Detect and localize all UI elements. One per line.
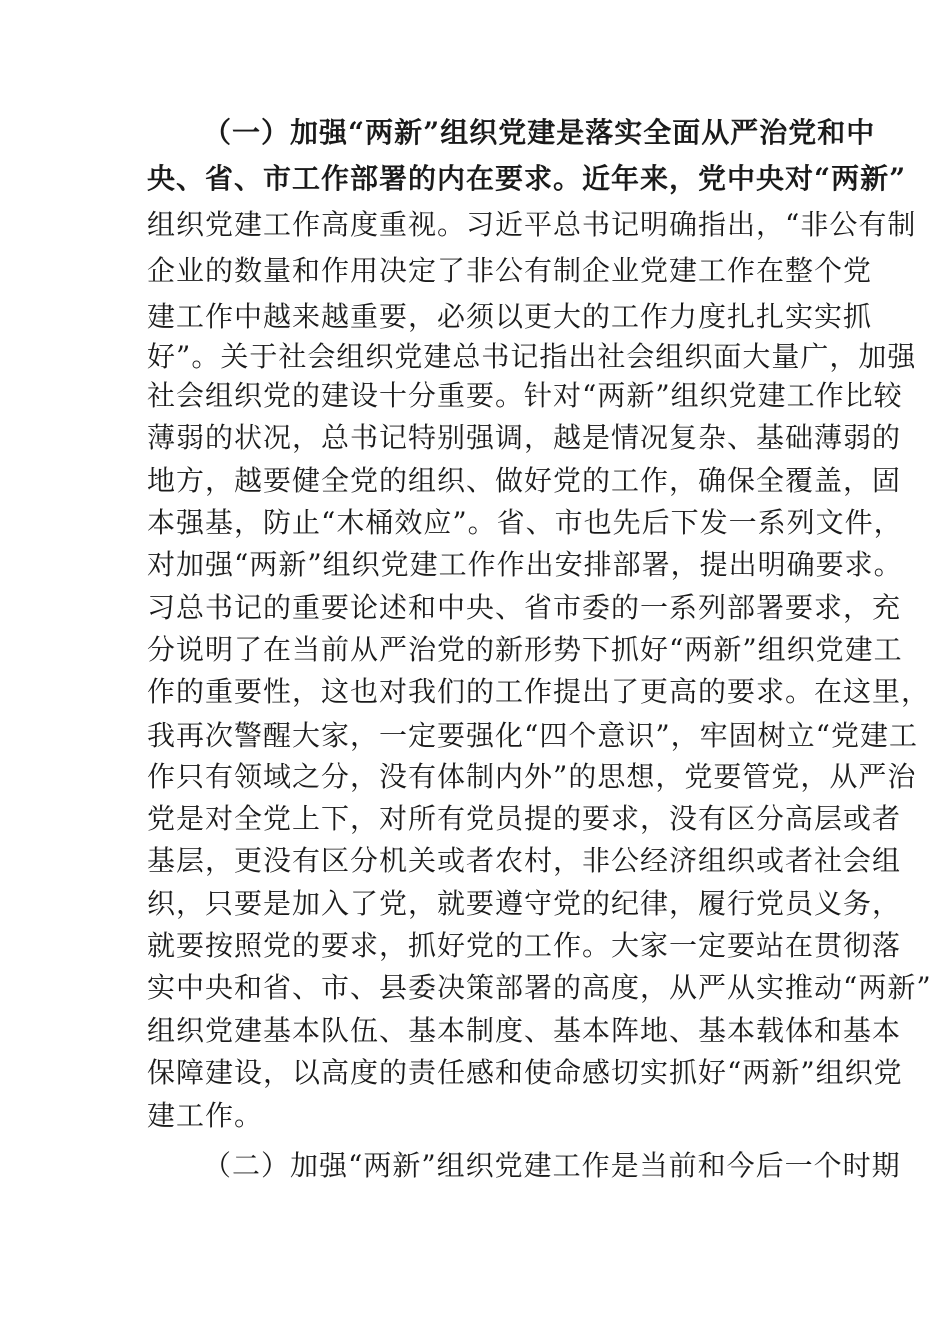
text-line: 习总书记的重要论述和中央、省市委的一系列部署要求，充 <box>147 591 902 624</box>
text-line: 建工作中越来越重要，必须以更大的工作力度扎扎实实抓 <box>147 300 873 333</box>
heading-line-2: （二）加强“两新”组织党建工作是当前和今后一个时期 <box>203 1149 901 1182</box>
text-line: 作的重要性，这也对我们的工作提出了更高的要求。在这里， <box>147 675 931 708</box>
text-line: 实中央和省、市、县委决策部署的高度，从严从实推动“两新” <box>147 971 932 1004</box>
text-line: 基层，更没有区分机关或者农村，非公经济组织或者社会组 <box>147 844 902 877</box>
text-line: 党是对全党上下，对所有党员提的要求，没有区分高层或者 <box>147 802 902 835</box>
text-line: 好”。关于社会组织党建总书记指出社会组织面大量广，加强 <box>147 340 917 373</box>
text-line: 地方，越要健全党的组织、做好党的工作，确保全覆盖，固 <box>147 464 902 497</box>
text-line: 薄弱的状况，总书记特别强调，越是情况复杂、基础薄弱的 <box>147 421 902 454</box>
heading-line-2-start: 央、省、市工作部署的内在要求。近年来，党中央对“两新” <box>147 162 907 195</box>
text-line: 分说明了在当前从严治党的新形势下抓好“两新”组织党建工 <box>147 633 903 666</box>
text-line: 作只有领域之分，没有体制内外”的思想，党要管党，从严治 <box>147 760 917 793</box>
text-line: 本强基，防止“木桶效应”。省、市也先后下发一系列文件， <box>147 506 903 539</box>
text-line: 建工作。 <box>147 1099 264 1132</box>
heading-line-1: （一）加强“两新”组织党建是落实全面从严治党和中 <box>203 116 876 149</box>
text-line: 组织党建基本队伍、基本制度、基本阵地、基本载体和基本 <box>147 1014 902 1047</box>
text-line: 企业的数量和作用决定了非公有制企业党建工作在整个党 <box>147 254 873 287</box>
text-line: 对加强“两新”组织党建工作作出安排部署，提出明确要求。 <box>147 548 903 581</box>
text-line: 我再次警醒大家，一定要强化“四个意识”，牢固树立“党建工 <box>147 719 918 752</box>
text-line: 织，只要是加入了党，就要遵守党的纪律，履行党员义务， <box>147 887 902 920</box>
text-line: 保障建设，以高度的责任感和使命感切实抓好“两新”组织党 <box>147 1056 903 1089</box>
text-line: 就要按照党的要求，抓好党的工作。大家一定要站在贯彻落 <box>147 929 902 962</box>
text-line: 组织党建工作高度重视。习近平总书记明确指出，“非公有制 <box>147 208 917 241</box>
text-line: 社会组织党的建设十分重要。针对“两新”组织党建工作比较 <box>147 379 903 412</box>
